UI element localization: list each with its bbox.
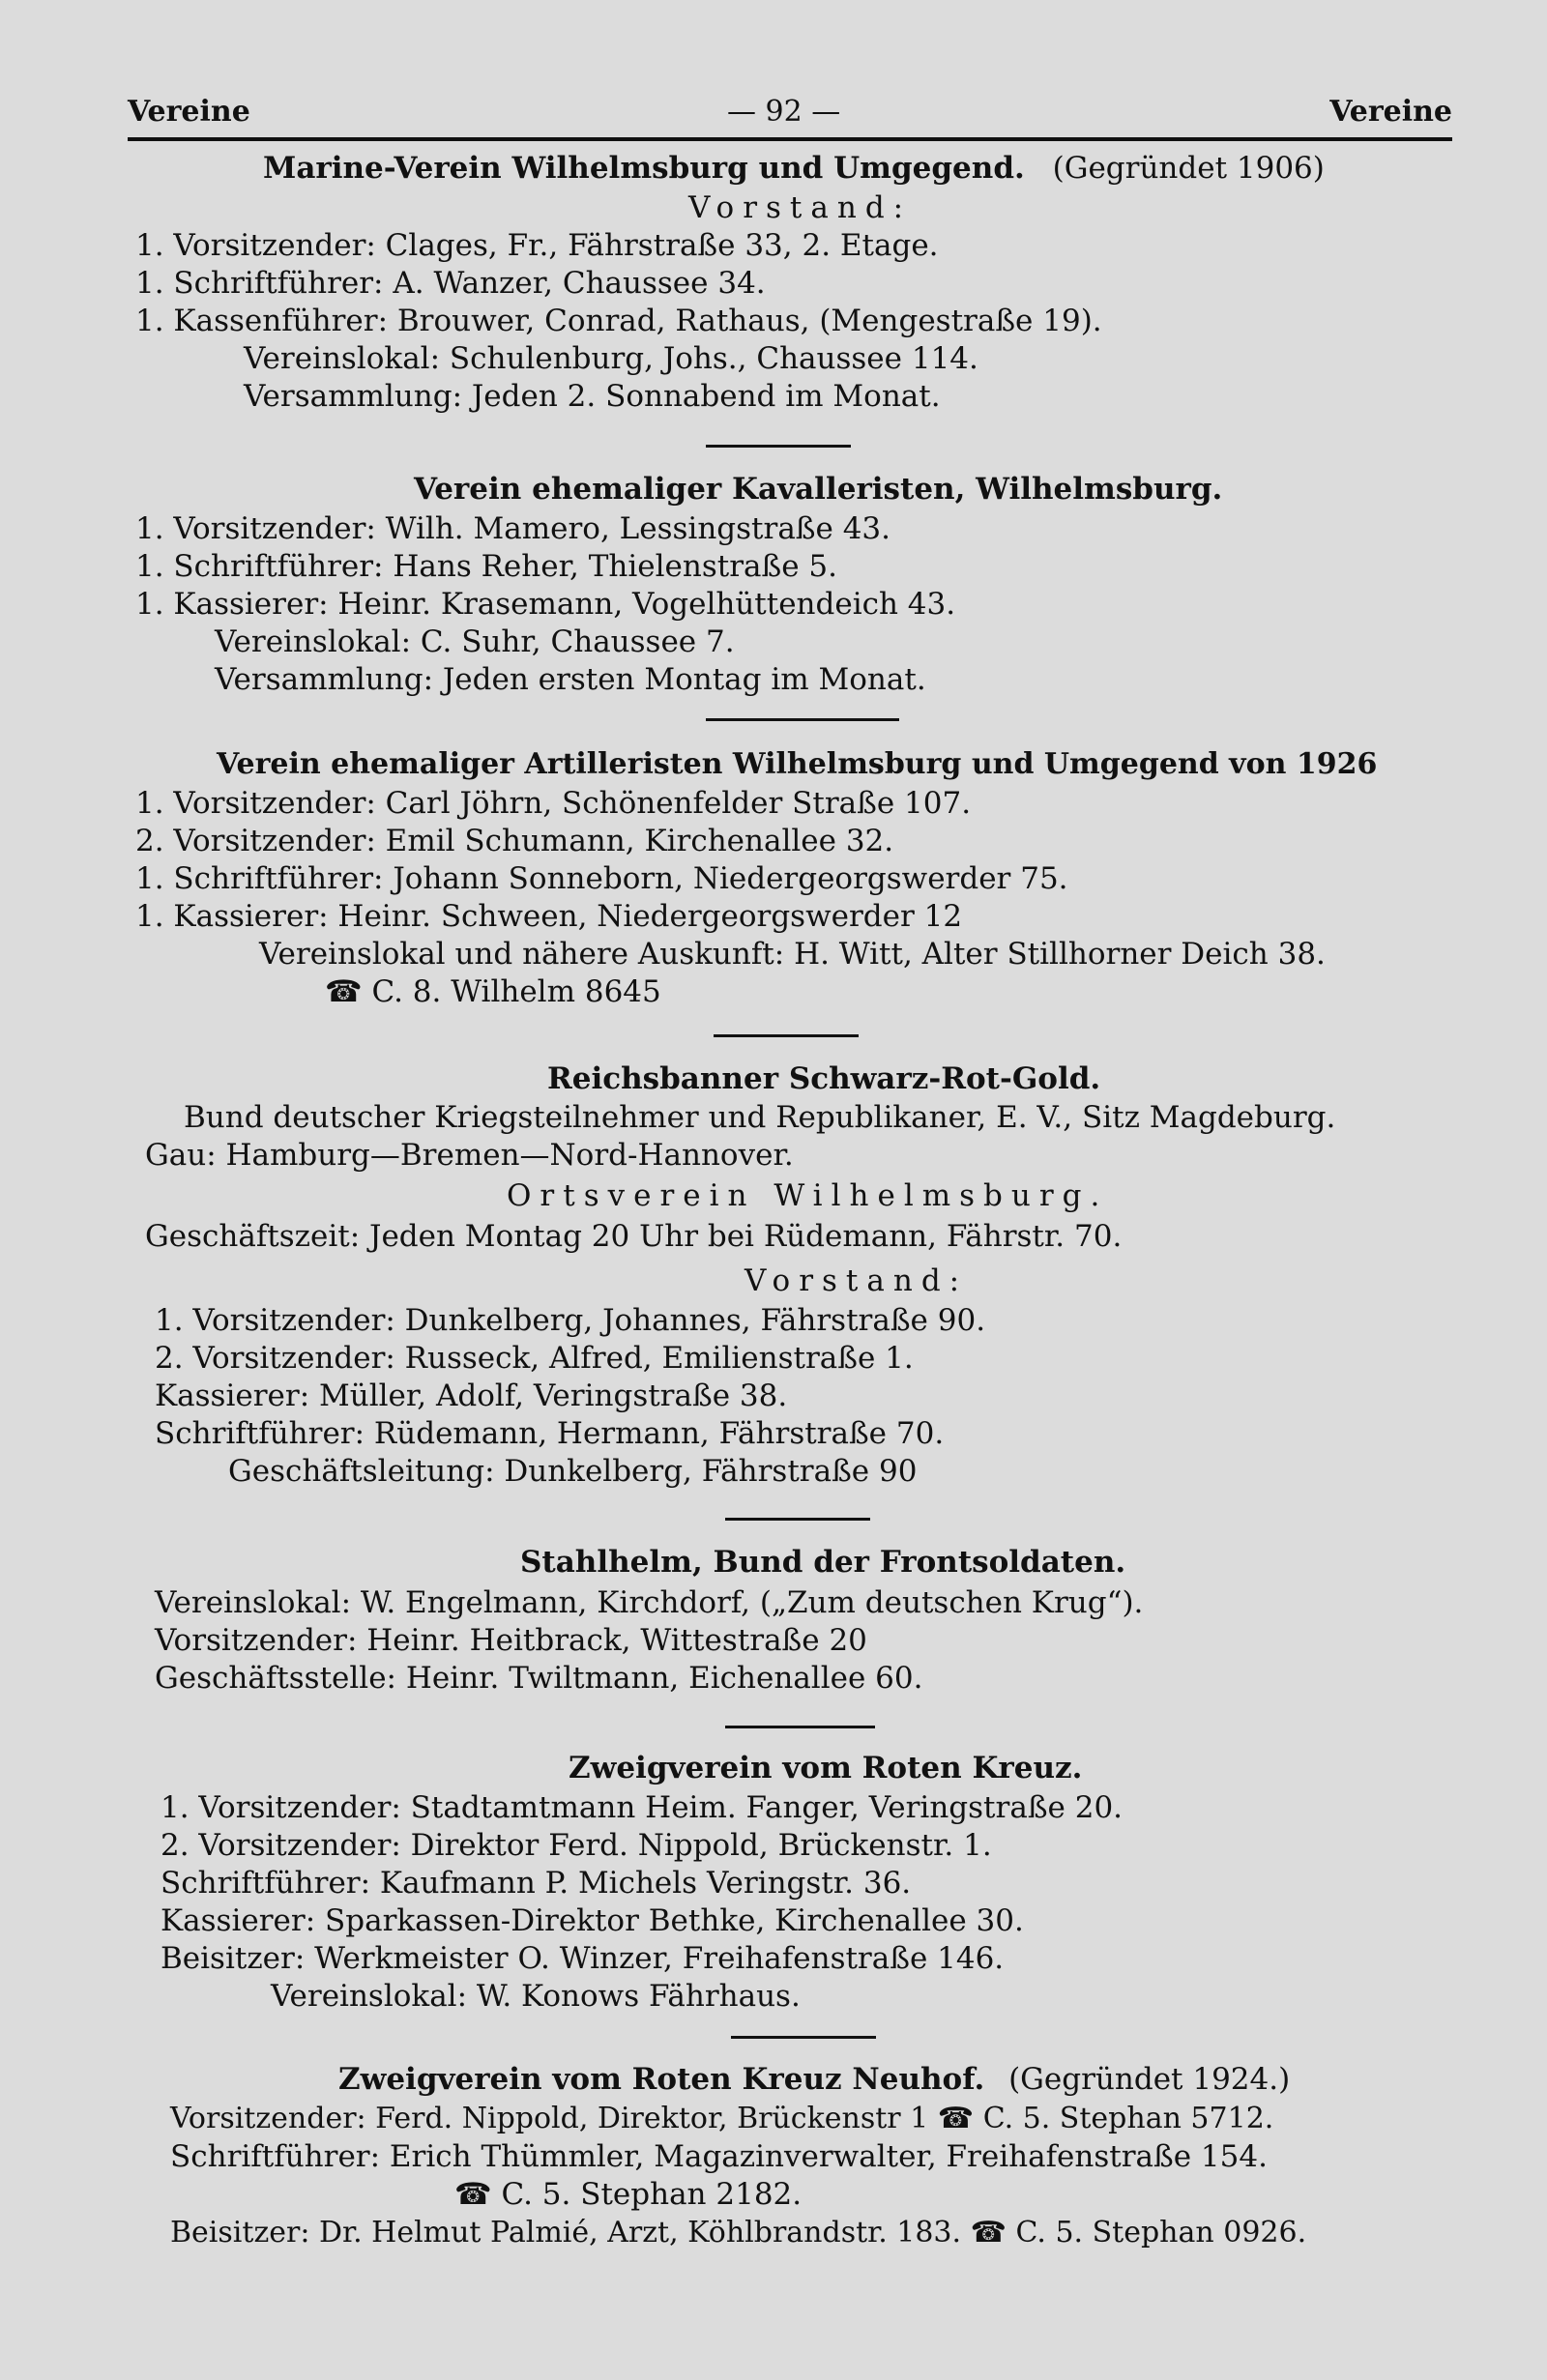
section-line: Geschäftsstelle: Heinr. Twiltmann, Eichenallee 60. xyxy=(155,1661,923,1696)
section-line: 1. Vorsitzender: Dunkelberg, Johannes, Fährstraße 90. xyxy=(155,1303,986,1338)
section-line: Vorsitzender: Heinr. Heitbrack, Wittestraße 20 xyxy=(155,1623,867,1658)
section-line: 2. Vorsitzender: Russeck, Alfred, Emilienstraße 1. xyxy=(155,1341,914,1376)
section-line: 1. Kassenführer: Brouwer, Conrad, Rathaus, (Mengestraße 19). xyxy=(135,304,1102,338)
section-line: Kassierer: Müller, Adolf, Veringstraße 38. xyxy=(155,1379,788,1413)
section-divider xyxy=(714,1034,859,1037)
page-header xyxy=(128,95,1452,133)
section-divider xyxy=(706,445,851,448)
section-line: 1. Schriftführer: Johann Sonneborn, Niedergeorgswerder 75. xyxy=(135,861,1068,896)
section-divider xyxy=(731,2036,876,2039)
section-title: Zweigverein vom Roten Kreuz. xyxy=(569,1751,1083,1785)
founded-text: (Gegründet 1906) xyxy=(1052,151,1325,186)
section-line: Beisitzer: Dr. Helmut Palmié, Arzt, Köhlbrandstr. 183. ☎ C. 5. Stephan 0926. xyxy=(170,2216,1307,2249)
title-text: Zweigverein vom Roten Kreuz Neuhof. xyxy=(338,2062,985,2097)
section-line: Vereinslokal und nähere Auskunft: H. Witt, Alter Stillhorner Deich 38. xyxy=(259,937,1326,972)
section-line: Vereinslokal: W. Konows Fährhaus. xyxy=(271,1979,801,2014)
header-rule xyxy=(128,137,1452,141)
section-title: Verein ehemaliger Artilleristen Wilhelmsburg und Umgegend von 1926 xyxy=(217,747,1378,781)
section-line: Ortsverein Wilhelmsburg. xyxy=(507,1178,1109,1213)
section-title: Verein ehemaliger Kavalleristen, Wilhelmsburg. xyxy=(414,472,1223,507)
section-line: Beisitzer: Werkmeister O. Winzer, Freihafenstraße 146. xyxy=(161,1941,1005,1976)
section-line: Vorsitzender: Ferd. Nippold, Direktor, Brückenstr 1 ☎ C. 5. Stephan 5712. xyxy=(170,2102,1274,2135)
section-divider xyxy=(725,1726,875,1728)
section-line: 1. Vorsitzender: Wilh. Mamero, Lessingstraße 43. xyxy=(135,511,891,546)
section-line: Versammlung: Jeden 2. Sonnabend im Monat. xyxy=(244,379,941,414)
section-line: Schriftführer: Rüdemann, Hermann, Fährstraße 70. xyxy=(155,1416,945,1451)
page-number: — 92 — xyxy=(727,95,841,129)
section-line: Vereinslokal: W. Engelmann, Kirchdorf, („Zum deutschen Krug“). xyxy=(155,1585,1144,1620)
section-line: Geschäftsleitung: Dunkelberg, Fährstraße 90 xyxy=(228,1454,918,1489)
founded-text: (Gegründet 1924.) xyxy=(1008,2062,1291,2097)
section-line: Vorstand: xyxy=(744,1263,969,1298)
section-line: Kassierer: Sparkassen-Direktor Bethke, Kirchenallee 30. xyxy=(161,1903,1024,1938)
section-line: Bund deutscher Kriegsteilnehmer und Republikaner, E. V., Sitz Magdeburg. xyxy=(184,1100,1336,1135)
section-line: ☎ C. 5. Stephan 2182. xyxy=(454,2177,803,2212)
section-line: Versammlung: Jeden ersten Montag im Monat. xyxy=(215,662,926,697)
section-line: Vereinslokal: Schulenburg, Johs., Chaussee 114. xyxy=(244,341,978,376)
section-line: Vorstand: xyxy=(688,190,913,225)
section-line: Schriftführer: Kaufmann P. Michels Veringstr. 36. xyxy=(161,1866,912,1901)
section-title xyxy=(263,150,1325,187)
section-line: 2. Vorsitzender: Emil Schumann, Kirchenallee 32. xyxy=(135,824,894,858)
section-line: 1. Kassierer: Heinr. Schween, Niedergeorgswerder 12 xyxy=(135,899,963,934)
section-line: Geschäftszeit: Jeden Montag 20 Uhr bei Rüdemann, Fährstr. 70. xyxy=(145,1219,1123,1254)
section-line: 2. Vorsitzender: Direktor Ferd. Nippold, Brückenstr. 1. xyxy=(161,1828,992,1863)
section-title: Reichsbanner Schwarz-Rot-Gold. xyxy=(547,1061,1101,1096)
title-text: Marine-Verein Wilhelmsburg und Umgegend. xyxy=(263,151,1025,186)
section-title xyxy=(338,2061,1290,2098)
section-divider xyxy=(706,718,899,721)
section-line: Schriftführer: Erich Thümmler, Magazinverwalter, Freihafenstraße 154. xyxy=(170,2139,1268,2174)
section-title: Stahlhelm, Bund der Frontsoldaten. xyxy=(520,1545,1126,1580)
section-line: Gau: Hamburg—Bremen—Nord-Hannover. xyxy=(145,1138,794,1173)
section-line: 1. Vorsitzender: Carl Jöhrn, Schönenfelder Straße 107. xyxy=(135,786,972,821)
section-line: 1. Kassierer: Heinr. Krasemann, Vogelhüttendeich 43. xyxy=(135,587,956,622)
section-divider xyxy=(725,1518,870,1521)
section-line: 1. Vorsitzender: Stadtamtmann Heim. Fanger, Veringstraße 20. xyxy=(161,1790,1124,1825)
section-line: 1. Schriftführer: A. Wanzer, Chaussee 34. xyxy=(135,266,766,301)
section-line: 1. Schriftführer: Hans Reher, Thielenstraße 5. xyxy=(135,549,837,584)
header-left: Vereine xyxy=(128,95,250,129)
section-line: 1. Vorsitzender: Clages, Fr., Fährstraße 33, 2. Etage. xyxy=(135,228,939,263)
section-line: ☎ C. 8. Wilhelm 8645 xyxy=(325,974,661,1009)
section-line: Vereinslokal: C. Suhr, Chaussee 7. xyxy=(215,624,735,659)
header-right: Vereine xyxy=(1329,95,1452,129)
